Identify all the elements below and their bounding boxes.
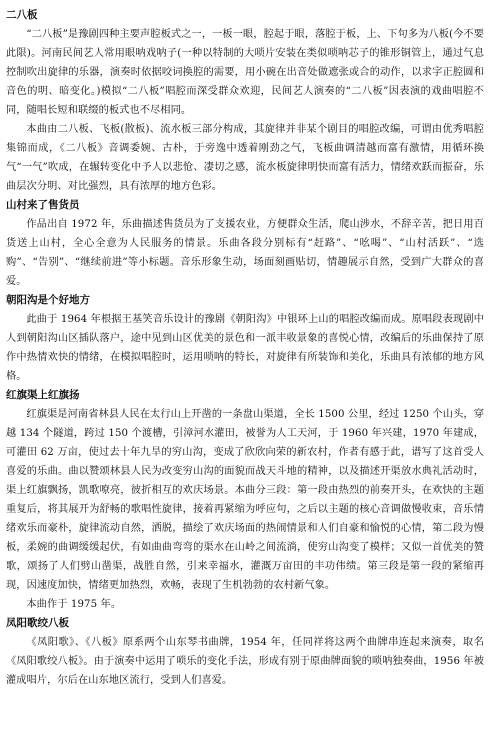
section-title: 凤阳歌绞八板: [6, 617, 69, 629]
paragraph: 红旗渠是河南省林县人民在太行山上开凿的一条盘山渠道，全长 1500 公里，经过 1250 个山头，穿越 134 个隧道，跨过 150 个渡槽，引漳河水灌田，被誉为人工天河，于 1960 年兴建，1970 年建成，可灌田 62 万亩，使过去十年九旱的穷山沟，变成了欣欣向荣的新农村，作者有感于此，谱写了这首受人喜爱的乐曲。曲以赞颂林县人民为改变穷山沟的面貌而战天斗地的精神，以及描述开渠放水典礼活动时，渠上红旗飘扬，凯歌嘹亮，彼折相互的欢庆场景。本曲分三段：第一段由热烈的前奏开头，在欢快的主题重复后，将其展开为舒畅的歌唱性旋律，接着再紧缩为呼应句，之后以主题的核心音调做慢收束，音乐情绪欢乐而豪朴，旋律流动自然，洒脱，描绘了欢庆场面的热闹情景和人们自豪和愉悦的心情，第二段为慢板，柔婉的曲调缓缓起伏，有如曲曲弯弯的渠水在山岭之间流淌，使穷山沟变了模样；又似一首优美的赞歌，颂扬了人们劈山凿渠，战胜自然，引来幸福水，灌溉万亩田的丰功伟绩。第三段是第一段的紧缩再现，因速度加快，情绪更加热烈，欢畅，表现了生机勃勃的农村新气象。: [6, 409, 484, 591]
paragraph: “二八板”是豫剧四种主要声腔板式之一，一板一眼，腔起于眼，落腔于板，上、下句多为八板(今不要此限)。河南民间艺人常用眼呐戏呐子(一种以特制的大唢片安装在类似唢呐芯子的锥形铜管上，通过气息控制吹出旋律的乐器，演奏时依据咬词换腔的需要，用小碗在出音处做遮张或合的动作，以求字正腔圆和音色的明、暗变化。)模拟“二八板”唱腔而深受群众欢迎，民间艺人演奏的“二八板”因表演的戏曲唱腔不同，随唱长短和联缀的板式也不尽相同。: [6, 29, 484, 116]
section-fengyangge: [6, 614, 484, 690]
section-shanchun-shouhuoyuan: [6, 196, 484, 291]
paragraph: 本曲由二八板、飞板(散板)、流水板三部分构成，其旋律并非某个剧目的唱腔改编，可谓由优秀唱腔集锦而成，《二八板》音调委婉、古朴，于旁逸中透着刚劲之气，飞板曲调清越而富有激情，用循环换气“一气”吹成，在辗转变化中予人以悲怆、凄切之感，流水板旋律明快而富有活力，情绪欢跃而振奋，乐曲层次分明、对比强烈，具有浓厚的地方色彩。: [6, 124, 484, 192]
section-erbaban: [6, 6, 484, 196]
paragraph: 作品出自 1972 年，乐曲描述售货员为了支援农业，方便群众生活，爬山涉水，不辞辛苦，把日用百货送上山村，全心全意为人民服务的情景。乐曲各段分别标有“赶路”、“吆喝”、“山村活跃”、“选购”、“告别”、“继续前进”等小标题。音乐形象生动，场面刻画贴切，情趣展示自然，受到广大群众的喜爱。: [6, 219, 484, 287]
section-title: 红旗渠上红旗扬: [6, 389, 80, 401]
section-title: 朝阳沟是个好地方: [6, 294, 90, 306]
section-hongqiqu: [6, 386, 484, 614]
section-title: 二八板: [6, 9, 38, 21]
section-chaoyanggou: [6, 291, 484, 386]
paragraph: 本曲作于 1975 年。: [26, 599, 122, 610]
section-title: 山村来了售货员: [6, 199, 80, 211]
paragraph: 《凤阳歌》、《八板》原系两个山东琴书曲牌，1954 年，任同祥将这两个曲牌串连起来演奏，取名《凤阳歌绞八板》。由于演奏中运用了唢乐的变化手法，形成有别于原曲牌面貌的唢呐独奏曲，1956 年被灌成唱片，尔后在山东地区流行，受到人们喜爱。: [6, 637, 484, 686]
paragraph: 此曲于 1964 年根据王基笑音乐设计的豫剧《朝阳沟》中银环上山的唱腔改编而成。原唱段表现剧中人到朝阳沟山区插队落户，途中见到山区优美的景色和一派丰收景象的喜悦心情，改编后的乐曲保持了原作中热情欢快的情绪，在模拟唱腔时，运用唢呐的特长，对旋律有所装饰和美化，乐曲具有浓郁的地方风格。: [6, 314, 484, 382]
